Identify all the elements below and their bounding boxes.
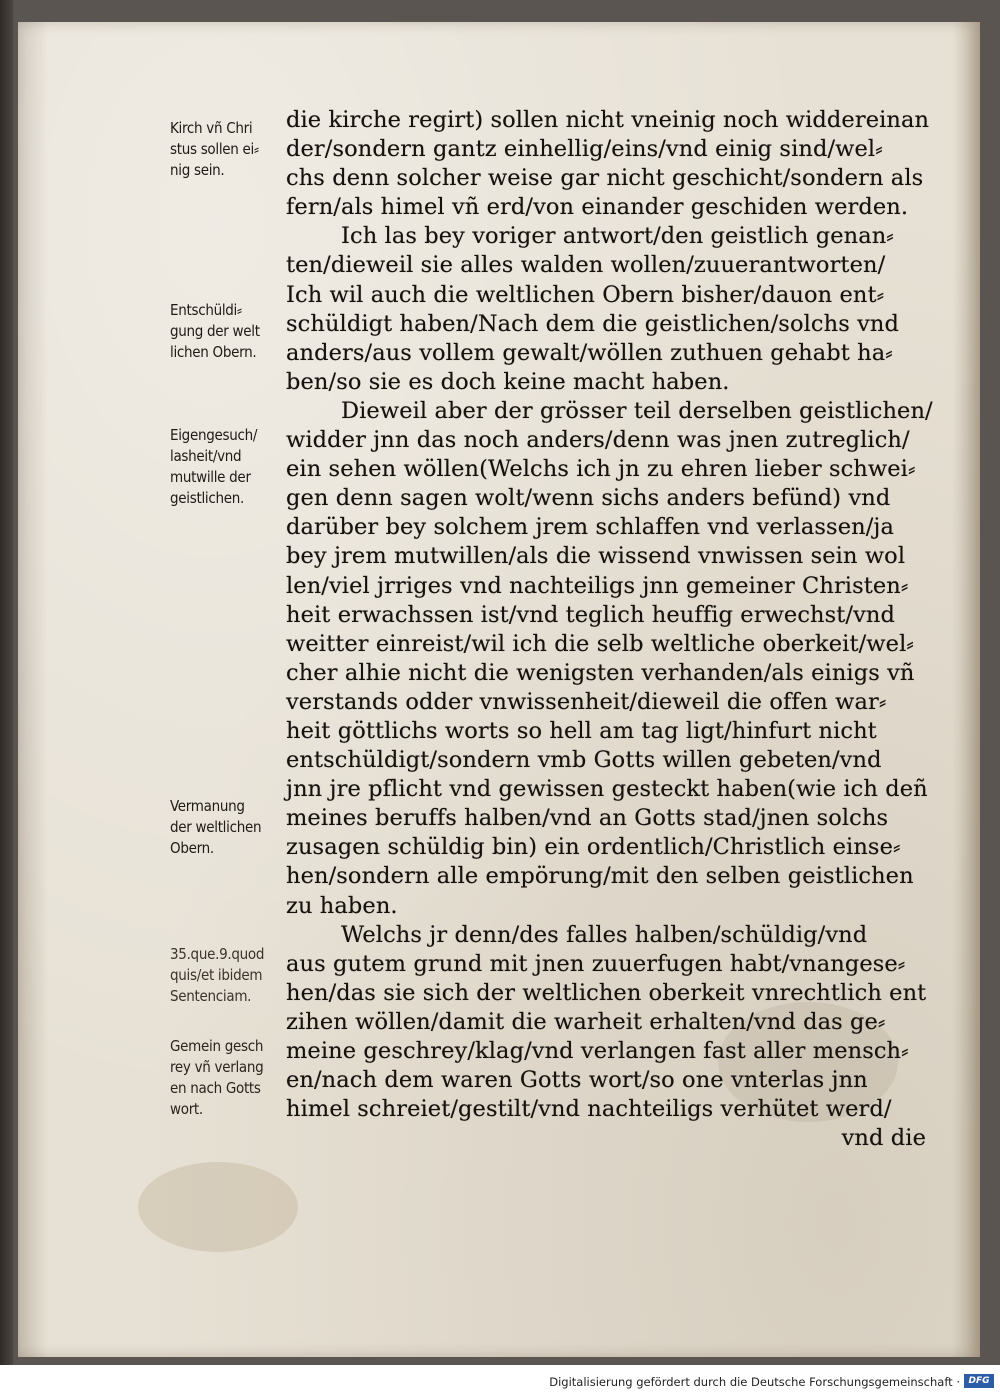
margin-note: Kirch vñ Chri stus sollen ei⸗ nig sein. [170,119,259,179]
paper-stain [138,1162,298,1252]
text-line: darüber bey solchem jrem schlaffen vnd verlassen/ja [286,514,894,541]
text-line: weitter einreist/wil ich die selb weltliche oberkeit/wel⸗ [286,630,914,657]
text-line: widder jnn das noch anders/denn was jnen zutreglich/ [286,427,910,454]
text-line: ben/so sie es doch keine macht haben. [286,368,730,395]
dfg-logo: DFG [964,1374,994,1388]
text-line: bey jrem mutwillen/als die wissend vnwissen sein wol [286,543,906,570]
text-line: ein sehen wöllen(Welchs ich jn zu ehren lieber schwei⸗ [286,456,916,483]
margin-note: Gemein gesch rey vñ verlang en nach Gotts wort. [170,1037,264,1118]
text-line: himel schreiet/gestilt/vnd nachteiligs verhütet werd/ [286,1096,892,1123]
text-line: gen denn sagen wolt/wenn sichs anders befünd) vnd [286,485,891,512]
text-line: zihen wöllen/damit die warheit erhalten/vnd das ge⸗ [286,1008,886,1035]
text-line: fern/als himel vñ erd/von einander geschiden werden. [286,194,909,221]
text-line: chs denn solcher weise gar nicht geschicht/sondern als [286,165,924,192]
text-line: Ich las bey voriger antwort/den geistlich genan⸗ [341,223,894,250]
margin-note: Eigengesuch/ lasheit/vnd mutwille der geistlichen. [170,426,258,507]
page-edge-shadow [952,22,980,1357]
digitization-footer [0,1365,1000,1397]
text-line: zu haben. [286,892,398,919]
text-line: aus gutem grund mit jnen zuuerfugen habt/vnangese⸗ [286,950,906,977]
text-line: ten/dieweil sie alles walden wollen/zuuerantworten/ [286,252,886,279]
text-line: heit erwachssen ist/vnd teglich heuffig erwechst/vnd [286,601,896,628]
text-line: meines beruffs halben/vnd an Gotts stad/jnen solchs [286,805,889,832]
text-line: Welchs jr denn/des falles halben/schüldig/vnd [341,921,868,948]
body-text [286,106,946,1153]
text-line: verstands odder vnwissenheit/dieweil die offen war⸗ [286,688,887,715]
funding-notice: Digitalisierung gefördert durch die Deutsche Forschungsgemeinschaft · [549,1375,960,1389]
text-line: len/viel jrriges vnd nachteiligs jnn gemeiner Christen⸗ [286,572,909,599]
text-line: die kirche regirt) sollen nicht vneinig noch widdereinan [286,107,930,133]
margin-note: 35.que.9.quod quis/et ibidem Sentenciam. [170,945,265,1005]
text-line: hen/sondern alle empörung/mit den selben geistlichen [286,863,914,890]
text-line: entschüldigt/sondern vmb Gotts willen gebeten/vnd [286,747,882,774]
text-line: en/nach dem waren Gotts wort/so one vnterlas jnn [286,1067,868,1094]
text-line: der/sondern gantz einhellig/eins/vnd einig sind/wel⸗ [286,136,883,163]
text-line: zusagen schüldig bin) ein ordentlich/Christlich einse⸗ [286,834,901,861]
text-line: cher alhie nicht die wenigsten verhanden/als einigs vñ [286,659,915,686]
text-line: schüldigt haben/Nach dem die geistlichen/solchs vnd [286,310,899,337]
text-line: jnn jre pflicht vnd gewissen gesteckt haben(wie ich deñ [286,776,928,803]
text-line: meine geschrey/klag/vnd verlangen fast aller mensch⸗ [286,1038,909,1064]
text-line: anders/aus vollem gewalt/wöllen zuthuen gehabt ha⸗ [286,339,893,366]
text-line: hen/das sie sich der weltlichen oberkeit vnrechtlich ent [286,979,927,1006]
text-line: heit göttlichs worts so hell am tag ligt/hinfurt nicht [286,717,877,744]
text-line: Dieweil aber der grösser teil derselben geistlichen/ [341,397,933,424]
margin-note: Vermanung der weltlichen Obern. [170,797,262,857]
catchword: vnd die [841,1125,926,1152]
margin-note: Entschüldi⸗ gung der welt lichen Obern. [170,301,260,361]
text-line: Ich wil auch die weltlichen Obern bisher/dauon ent⸗ [286,281,885,308]
